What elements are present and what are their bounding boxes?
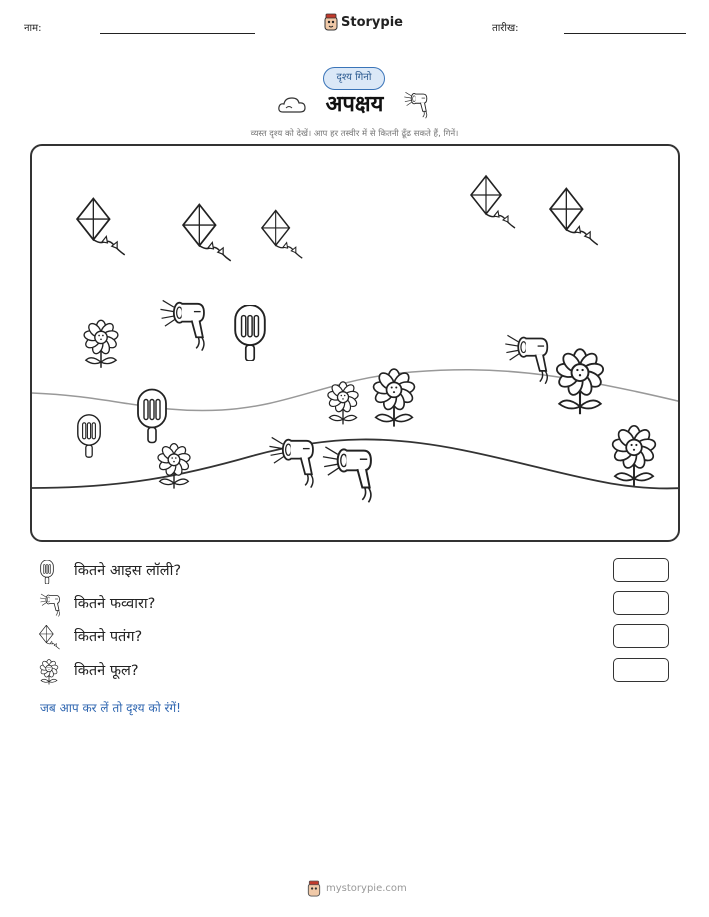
answer-box-flower[interactable]	[613, 658, 669, 682]
question-flower-label: कितने फूल?	[74, 663, 139, 679]
question-row-flower	[36, 658, 676, 684]
page-title: अपक्षय	[325, 92, 384, 117]
kite-5	[549, 186, 601, 256]
sprinkler-4	[320, 442, 380, 506]
question-sprinkler-label: कितने फव्वारा?	[74, 596, 156, 612]
flower-4	[156, 442, 192, 492]
popsicle-icon	[39, 560, 55, 584]
question-row-kite	[36, 624, 676, 650]
kite-4	[470, 174, 518, 238]
popsicle-1	[234, 305, 266, 361]
storypie-logo	[324, 13, 403, 31]
storypie-mascot-icon	[324, 13, 338, 31]
answer-box-popsicle[interactable]	[613, 558, 669, 582]
kite-2	[182, 202, 234, 272]
sprinkler-3	[268, 433, 320, 491]
storypie-footer-mascot-icon	[307, 880, 321, 897]
sprinkler-title-icon	[402, 90, 432, 120]
brand-name: Storypie	[341, 14, 403, 30]
popsicle-2	[137, 383, 167, 449]
answer-box-sprinkler[interactable]	[613, 591, 669, 615]
footer-url[interactable]: mystorypie.com	[326, 883, 407, 894]
question-row-sprinkler	[36, 591, 676, 617]
kite-1	[76, 196, 128, 266]
activity-badge: दृश्य गिनो	[323, 67, 385, 90]
flower-2	[326, 379, 360, 429]
footer	[307, 880, 407, 897]
flower-6	[610, 424, 658, 490]
question-popsicle-label: कितने आइस लॉली?	[74, 563, 182, 579]
question-kite-label: कितने पतंग?	[74, 629, 143, 645]
sprinkler-icon	[39, 592, 63, 618]
flower-1	[82, 318, 120, 372]
kite-3	[261, 208, 305, 268]
name-label: नाम:	[24, 23, 42, 34]
counting-scene	[30, 144, 680, 542]
date-line[interactable]	[564, 33, 686, 34]
date-label: तारीख:	[492, 23, 519, 34]
flower-3	[371, 366, 417, 432]
flower-5	[554, 346, 606, 420]
name-line[interactable]	[100, 33, 255, 34]
instructions-subtitle: व्यस्त दृश्य को देखें। आप हर तस्वीर में से कितनी ढूँढ सकते हैं, गिनें।	[250, 129, 459, 139]
popsicle-3	[77, 410, 101, 462]
answer-box-kite[interactable]	[613, 624, 669, 648]
flower-icon	[39, 659, 59, 686]
coloring-instruction: जब आप कर लें तो दृश्य को रंगें!	[40, 701, 181, 715]
sprinkler-2	[504, 331, 554, 387]
question-row-popsicle	[36, 558, 676, 584]
sprinkler-1	[159, 296, 211, 354]
kite-icon	[39, 625, 61, 653]
